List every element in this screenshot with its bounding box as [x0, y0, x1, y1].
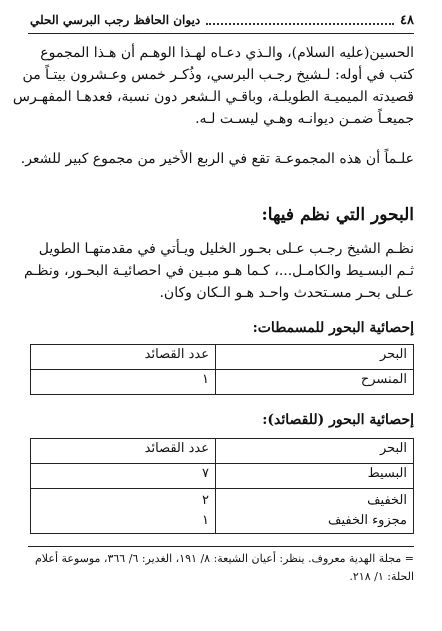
header-dot-leader	[206, 15, 394, 25]
text-line: نظـم الشيخ رجـب عـلى بحـور الخليل ويـأتي في مقدمتهـا الطويل	[38, 241, 414, 257]
table1-title: إحصائية البحور للمسمطات:	[252, 320, 414, 336]
cell-count: ٧	[31, 464, 216, 489]
table2-title: إحصائية البحور (للقصائد):	[262, 412, 414, 428]
section-heading: البحور التي نظم فيها:	[261, 205, 414, 225]
table-header-row	[31, 345, 414, 370]
cell-bahr: البسيط	[216, 464, 414, 489]
page-number: ٤٨	[400, 12, 414, 28]
text-line: قصيدته الميميـة الطويلـة، وباقـي الـشعر دون نسبة، فعدهـا المفهـرس	[12, 89, 414, 105]
table-row	[31, 489, 414, 534]
header-cell-bahr: البحر	[216, 345, 414, 370]
cell-bahr: المنسرح	[216, 370, 414, 395]
paragraph-meters	[23, 238, 414, 304]
cell-line: ١	[202, 513, 209, 528]
footnote	[28, 550, 414, 586]
cell-line: الخفيف	[367, 493, 407, 508]
header-cell-count: عدد القصائد	[31, 439, 216, 464]
cell-count	[31, 489, 216, 534]
table-header-row	[31, 439, 414, 464]
table-musammatat	[30, 344, 414, 395]
footnote-rule	[28, 546, 414, 547]
table-row	[31, 370, 414, 395]
cell-line: ٢	[202, 493, 209, 508]
cell-count: ١	[31, 370, 216, 395]
text-line: ثـم البسـيط والكامـل...، كـما هـو مبـين في احصائيـة البحـور، ونظـم	[23, 263, 414, 279]
page-header	[30, 10, 414, 30]
paragraph-intro	[12, 42, 414, 130]
text-line: جميعـاً ضمـن ديوانـه وهـي ليسـت لـه.	[195, 111, 414, 127]
header-cell-count: عدد القصائد	[31, 345, 216, 370]
cell-bahr	[216, 489, 414, 534]
footnote-line: الحلة: ١/ ٢١٨.	[349, 570, 414, 583]
header-cell-bahr: البحر	[216, 439, 414, 464]
text-line: عـلى بحـر مسـتحدث واحـد هـو الـكان وكان.	[159, 285, 414, 301]
running-title: ديوان الحافظ رجب البرسي الحلي	[30, 13, 201, 27]
table-qasaid	[30, 438, 414, 534]
paragraph-note	[20, 148, 414, 170]
cell-line: مجزوء الخفيف	[328, 513, 407, 528]
text-line: علـماً أن هذه المجموعـة تقع في الربع الأخير من مجموع كبير للشعر.	[20, 151, 414, 167]
text-line: كتب في أوله: لـشيخ رجـب البرسي، وذُكـر خمس وعـشرون بيتـاً من	[22, 67, 414, 83]
header-rule	[28, 33, 414, 34]
text-line: الحسين(عليه السلام)، والـذي دعـاه لهـذا الوهـم أن هـذا المجموع	[40, 45, 414, 61]
table-row	[31, 464, 414, 489]
footnote-line: = مجلة الهدية معروف. ينظر: أعيان الشيعة: ٨/ ١٩١، الغدير: ٦/ ٣٦٦، موسوعة أعلام	[35, 552, 414, 565]
